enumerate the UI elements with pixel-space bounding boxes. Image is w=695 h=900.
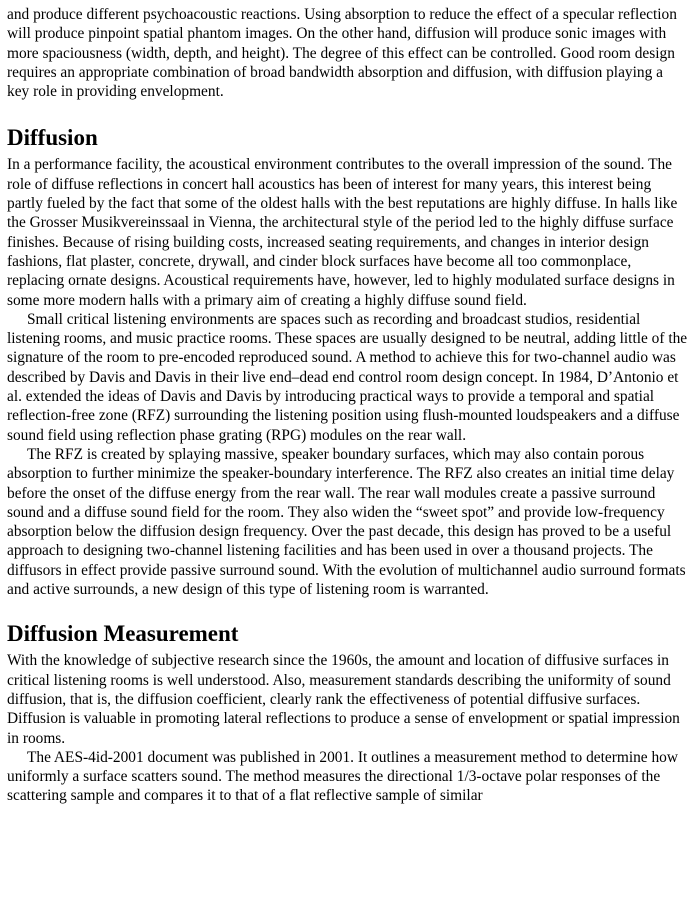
paragraph: In a performance facility, the acoustical environment contributes to the overall impression of the sound. The role of diffuse reflections in concert hall acoustics has been of interest for many years, this interest being partly fueled by the fact that some of the oldest halls with the best reputations are highly diffuse. In halls like the Grosser Musikvereinssaal in Vienna, the architectural style of the period led to the highly diffuse surface finishes. Because of rising building costs, increased seating requirements, and changes in interior design fashions, flat plaster, concrete, drywall, and cinder block surfaces have become all too commonplace, replacing ornate designs. Acoustical requirements have, however, led to highly modulated surface designs in some more modern halls with a primary aim of creating a highly diffuse sound field. [7, 156, 678, 309]
paragraph: The RFZ is created by splaying massive, speaker boundary surfaces, which may also contain porous absorption to further minimize the speaker-boundary interference. The RFZ also creates an initial time delay before the onset of the diffuse energy from the rear wall. The rear wall modules create a passive surround sound and a diffuse sound field for the room. They also widen the “sweet spot” and provide low-frequency absorption below the diffusion design frequency. Over the past decade, this design has proved to be a useful approach to designing two-channel listening facilities and has been used in over a thousand projects. The diffusors in effect provide passive surround sound. With the evolution of multichannel audio surround formats and active surrounds, a new design of this type of listening room is warranted. [7, 445, 686, 599]
section-heading-diffusion-measurement: Diffusion Measurement [7, 621, 239, 647]
paragraph: With the knowledge of subjective research since the 1960s, the amount and location of diffusive surfaces in critical listening rooms is well understood. Also, measurement standards describing the uniformity of sound diffusion, that is, the diffusion coefficient, clearly rank the effectiveness of potential diffusive surfaces. Diffusion is valuable in promoting lateral reflections to produce a sense of envelopment or spatial impression in rooms. [7, 652, 680, 747]
section-heading-diffusion: Diffusion [7, 125, 98, 151]
intro-paragraph: and produce different psychoacoustic reactions. Using absorption to reduce the effect of a specular reflection will produce pinpoint spatial phantom images. On the other hand, diffusion will produce sonic images with more spaciousness (width, depth, and height). The degree of this effect can be controlled. Good room design requires an appropriate combination of broad bandwidth absorption and diffusion, with diffusion playing a key role in providing envelopment. [7, 6, 677, 101]
paragraph: Small critical listening environments are spaces such as recording and broadcast studios, residential listening rooms, and music practice rooms. These spaces are usually designed to be neutral, adding little of the signature of the room to pre-encoded reproduced sound. A method to achieve this for two-channel audio was described by Davis and Davis in their live end–dead end control room design concept. In 1984, D’Antonio et al. extended the ideas of Davis and Davis by introducing practical ways to provide a temporal and spatial reflection-free zone (RFZ) surrounding the listening position using flush-mounted loudspeakers and a diffuse sound field using reflection phase grating (RPG) modules on the rear wall. [7, 310, 688, 444]
paragraph: The AES-4id-2001 document was published in 2001. It outlines a measurement method to determine how uniformly a surface scatters sound. The method measures the directional 1/3-octave polar responses of the scattering sample and compares it to that of a flat reflective sample of similar [7, 748, 678, 805]
